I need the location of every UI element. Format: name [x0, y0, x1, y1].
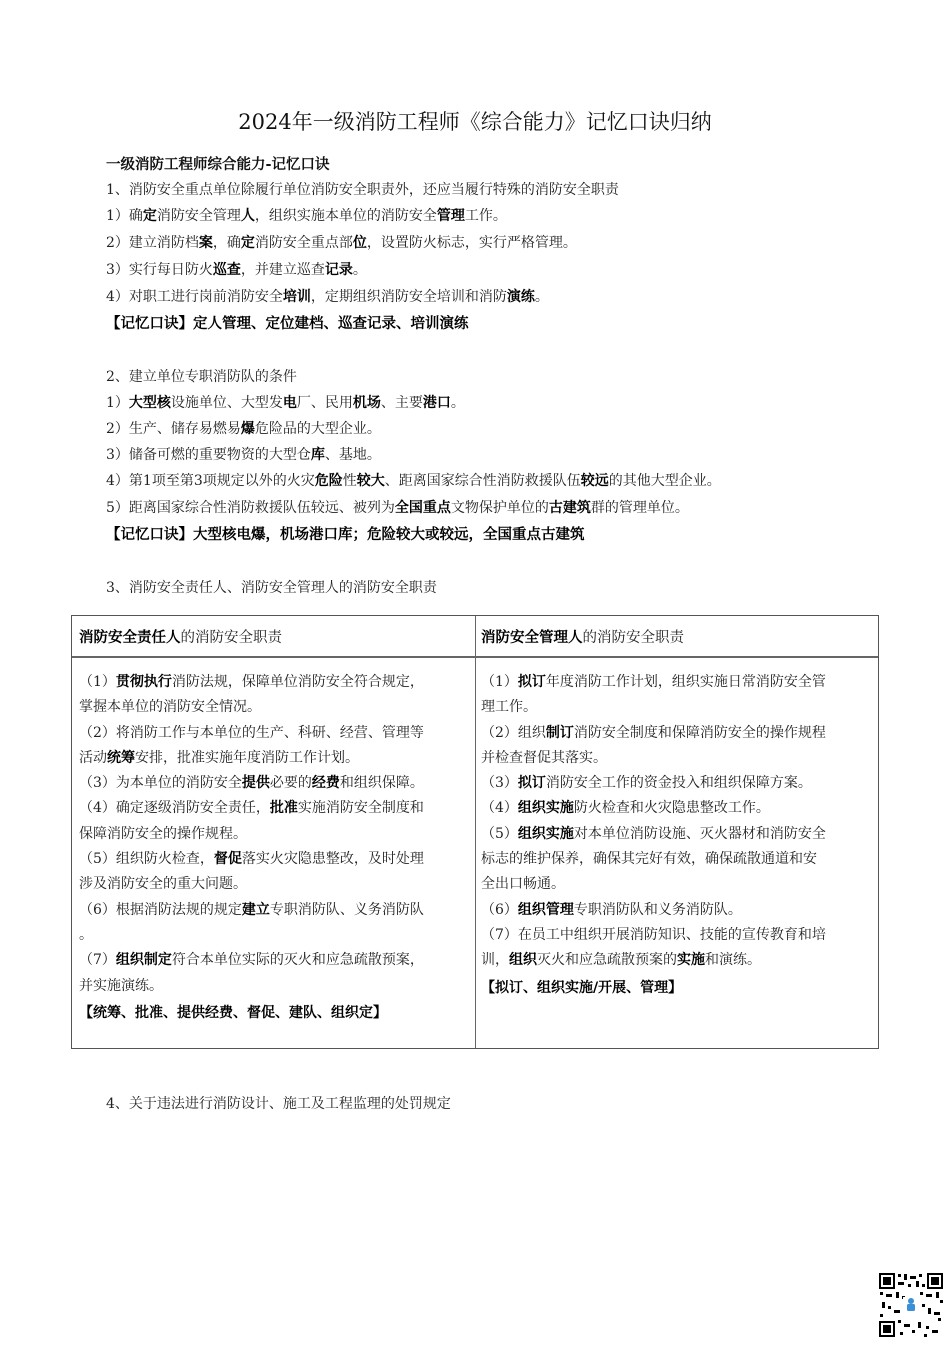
- emphasis-text: 定: [240, 235, 255, 251]
- table-line: （1）拟订年度消防工作计划，组织实施日常消防安全管: [481, 674, 826, 690]
- emphasis-text: 制订: [545, 724, 574, 741]
- table-line: （7）在员工中组织开展消防知识、技能的宣传教育和培: [481, 926, 826, 943]
- section2-item: 1）大型核设施单位、大型发电厂、民用机场、主要港口。: [106, 395, 465, 411]
- emphasis-text: 定: [142, 208, 157, 224]
- emphasis-text: 组织实施: [517, 800, 574, 817]
- table-column-divider: [475, 616, 476, 1048]
- section2-item: 3）储备可燃的重要物资的大型仓库、基地。: [106, 447, 381, 463]
- emphasis-text: 督促: [213, 851, 242, 868]
- section1-item: 1）确定消防安全管理人，组织实施本单位的消防安全管理工作。: [106, 208, 507, 224]
- table-line: （3）为本单位的消防安全提供必要的经费和组织保障。: [79, 775, 424, 792]
- emphasis-text: 消防安全管理人: [481, 629, 583, 646]
- table-line: 掌握本单位的消防安全情况。: [79, 699, 261, 716]
- left-lines: [79, 670, 471, 999]
- section3-heading: 3、消防安全责任人、消防安全管理人的消防安全职责: [106, 580, 437, 596]
- emphasis-text: 提供: [241, 775, 270, 792]
- section1-item: 3）实行每日防火巡查，并建立巡查记录。: [106, 262, 367, 278]
- table-line: （1）贯彻执行消防法规，保障单位消防安全符合规定，: [79, 674, 424, 690]
- table-line: 训，组织灭火和应急疏散预案的实施和演练。: [481, 952, 761, 969]
- emphasis-text: 培训: [282, 289, 311, 305]
- table-line: （6）根据消防法规的规定建立专职消防队、义务消防队: [79, 901, 424, 918]
- emphasis-text: 统筹: [107, 749, 135, 766]
- table-header-left: 消防安全责任人的消防安全职责: [79, 629, 282, 646]
- table-line: 标志的维护保养，确保其完好有效，确保疏散通道和安: [481, 851, 817, 868]
- section2-mnemonic: 【记忆口诀】大型核电爆，机场港口库；危险较大或较远，全国重点古建筑: [106, 526, 585, 543]
- section2-item: 4）第1项至第3项规定以外的火灾危险性较大、距离国家综合性消防救援队伍较远的其他大型企业。: [106, 473, 721, 489]
- emphasis-text: 演练: [506, 289, 535, 305]
- emphasis-text: 港口: [422, 395, 451, 411]
- emphasis-text: 经费: [311, 775, 340, 792]
- emphasis-text: 电: [282, 395, 297, 411]
- emphasis-text: 贯彻执行: [115, 674, 172, 690]
- emphasis-text: 危险: [314, 473, 343, 489]
- emphasis-text: 爆: [240, 421, 255, 437]
- emphasis-text: 管理: [436, 208, 465, 224]
- emphasis-text: 库: [310, 447, 325, 463]
- table-line: （5）组织实施对本单位消防设施、灭火器材和消防安全: [481, 825, 826, 842]
- table-line: （4）确定逐级消防安全责任，批准实施消防安全制度和: [79, 800, 424, 817]
- table-line: （2）组织制订消防安全制度和保障消防安全的操作规程: [481, 724, 826, 741]
- emphasis-text: 全国重点: [394, 500, 451, 516]
- emphasis-text: 位: [352, 235, 367, 251]
- table-line: （5）组织防火检查，督促落实火灾隐患整改，及时处理: [79, 851, 424, 868]
- table-line: （7）组织制定符合本单位实际的灭火和应急疏散预案，: [79, 952, 424, 969]
- table-line: （2）将消防工作与本单位的生产、科研、经营、管理等: [79, 724, 424, 741]
- section2-item: 5）距离国家综合性消防救援队伍较远、被列为全国重点文物保护单位的古建筑群的管理单位。: [106, 500, 689, 516]
- table-header-divider: [72, 656, 878, 658]
- table-line: （4）组织实施防火检查和火灾隐患整改工作。: [481, 800, 770, 817]
- emphasis-text: 较大: [356, 473, 385, 489]
- table-line: 。: [79, 926, 93, 943]
- table-line: 理工作。: [481, 699, 537, 716]
- emphasis-text: 拟订: [517, 775, 546, 792]
- emphasis-text: 批准: [269, 800, 298, 817]
- page-title: 2024年一级消防工程师《综合能力》记忆口诀归纳: [238, 110, 712, 134]
- table-cell-left: [79, 670, 471, 1026]
- table-line: 涉及消防安全的重大问题。: [79, 876, 247, 893]
- section4-heading: 4、关于违法进行消防设计、施工及工程监理的处罚规定: [106, 1096, 451, 1112]
- section2-item: 2）生产、储存易燃易爆危险品的大型企业。: [106, 421, 381, 437]
- emphasis-text: 大型核: [128, 395, 171, 411]
- emphasis-text: 拟订: [517, 674, 546, 690]
- table-cell-right: [481, 670, 873, 1001]
- emphasis-text: 案: [198, 235, 213, 251]
- table-header-right: 消防安全管理人的消防安全职责: [481, 629, 684, 646]
- emphasis-text: 记录: [324, 262, 353, 278]
- emphasis-text: 组织制定: [115, 952, 172, 969]
- table-line: 并实施演练。: [79, 977, 163, 994]
- section1-mnemonic: 【记忆口诀】定人管理、定位建档、巡查记录、培训演练: [106, 315, 469, 332]
- emphasis-text: 实施: [677, 952, 705, 969]
- section1-heading: 1、消防安全重点单位除履行单位消防安全职责外，还应当履行特殊的消防安全职责: [106, 182, 619, 198]
- table-line: （3）拟订消防安全工作的资金投入和组织保障方案。: [481, 775, 812, 792]
- section1-item: 4）对职工进行岗前消防安全培训，定期组织消防安全培训和消防演练。: [106, 289, 549, 305]
- emphasis-text: 巡查: [212, 262, 241, 278]
- emphasis-text: 人: [240, 208, 255, 224]
- section2-heading: 2、建立单位专职消防队的条件: [106, 369, 297, 385]
- emphasis-text: 建立: [241, 901, 270, 918]
- emphasis-text: 组织管理: [517, 901, 574, 918]
- right-mnemonic: 【拟订、组织实施/开展、管理】: [481, 979, 683, 996]
- emphasis-text: 消防安全责任人: [79, 629, 181, 646]
- emphasis-text: 组织实施: [517, 825, 574, 842]
- emphasis-text: 组织: [509, 952, 537, 969]
- qr-code-icon: [878, 1272, 944, 1338]
- emphasis-text: 机场: [352, 395, 381, 411]
- right-lines: [481, 670, 873, 974]
- emphasis-text: 较远: [580, 473, 609, 489]
- table-line: 保障消防安全的操作规程。: [79, 825, 247, 842]
- left-mnemonic: 【统筹、批准、提供经费、督促、建队、组织定】: [79, 1004, 387, 1021]
- emphasis-text: 古建筑: [548, 500, 591, 516]
- sub-title: 一级消防工程师综合能力-记忆口诀: [106, 156, 330, 173]
- table-line: 全出口畅通。: [481, 876, 565, 893]
- section1-item: 2）建立消防档案，确定消防安全重点部位，设置防火标志，实行严格管理。: [106, 235, 577, 251]
- table-line: （6）组织管理专职消防队和义务消防队。: [481, 901, 742, 918]
- table-line: 并检查督促其落实。: [481, 749, 607, 766]
- duties-table: [71, 615, 879, 1049]
- table-line: 活动统筹安排，批准实施年度消防工作计划。: [79, 749, 359, 766]
